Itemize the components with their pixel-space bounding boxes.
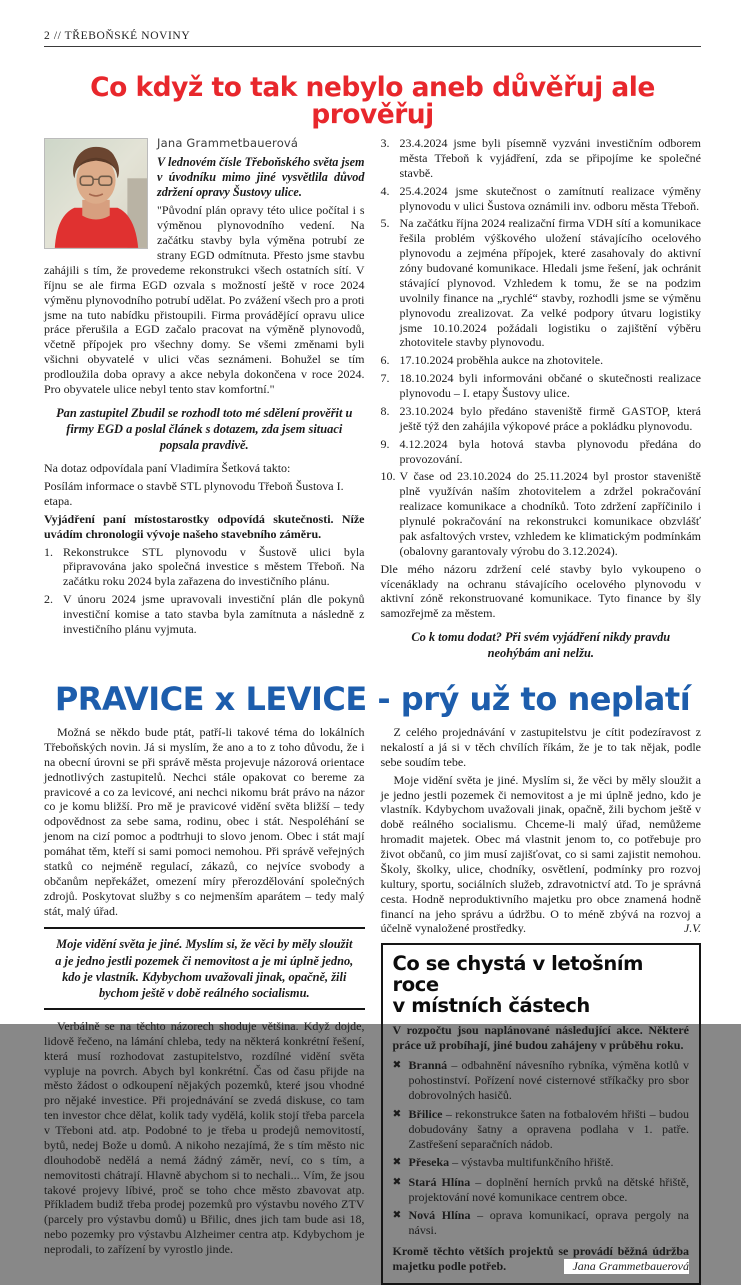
chronology-item-9 bbox=[381, 437, 702, 467]
item-text: 18.10.2024 byli informováni občané o skutečnosti realizace plynovodu – I. etapy Šustovy ulice. bbox=[399, 371, 701, 401]
chronology-item-8 bbox=[381, 404, 702, 434]
x-bullet-icon: ✖ bbox=[392, 1209, 402, 1222]
locality-detail: – oprava komunikací, oprava pergoly na návsi. bbox=[408, 1208, 690, 1238]
chronology-item-10 bbox=[381, 469, 702, 558]
article1-response-line2: Posílám informace o stavbě STL plynovodu Třeboň Šustova I. etapa. bbox=[44, 479, 344, 508]
local-projects-box bbox=[381, 943, 702, 1285]
item-text: V čase od 23.10.2024 do 25.11.2024 byl prostor staveniště plně využíván naším zhotovitelem a zdržel pokračování realizace komunikace a chodníků. Toto zdržení zapříčinilo i plynulé pokračování na rekonstrukci komunikace obzvlášť pak asfaltových vrstev, vzhledem ke klimatickým podmínkám (obalovny garantovaly výrobu do 3.12.2024). bbox=[399, 469, 701, 558]
article1-response-bold: Vyjádření paní místostarostky odpovídá skutečnosti. Níže uvádím chronologii vývoje našeho stavebního záměru. bbox=[44, 511, 365, 541]
article1-headline: Co když to tak nebylo aneb důvěřuj ale prověřuj bbox=[90, 72, 655, 131]
box-title-line1: Co se chystá v letošním roce bbox=[392, 952, 644, 997]
box-item-text bbox=[409, 1107, 690, 1152]
locality-detail: – výstavba multifunkčního hřiště. bbox=[452, 1155, 614, 1170]
locality-name: Branná bbox=[408, 1058, 448, 1073]
box-item-brilice bbox=[393, 1107, 690, 1152]
article2-pullquote: Moje vidění světa je jiné. Myslím si, že věci by měly sloužit a je jedno jestli pozemek či nemovitost a je mi úplně jedno, kdo je vlastník. Kdybychom uvažovali jinak, opačně, žili bychom ještě v době reálného socialismu. bbox=[55, 937, 354, 1000]
item-number: 4. bbox=[380, 183, 390, 198]
item-text: 17.10.2024 proběhla aukce na zhotovitele. bbox=[399, 353, 604, 368]
locality-name: Nová Hlína bbox=[408, 1208, 471, 1223]
item-text: Rekonstrukce STL plynovodu v Šustově ulici byla připravována jako společná investice s městem Třeboň. Na začátku roku 2024 byla zařazena do investičního plánu. bbox=[63, 544, 365, 589]
item-number: 6. bbox=[380, 353, 390, 368]
box-item-text bbox=[409, 1155, 690, 1170]
locality-name: Stará Hlína bbox=[408, 1174, 471, 1189]
item-text: Na začátku října 2024 realizační firma VDH sítí a komunikace řešila problém výškového uložení stávajícího ocelového plynovodu a zejména přípojek, které zasahovaly do aktivní zóny budované komunikace. Hledali jsme řešení, jak ochránit stávající plynovod. Vzhledem k tomu, že se na podzim uvolnily finance na „rychlé“ stavby, rozhodli jsme se výměnu plynovodu zrealizovat. Za velké podpory útvaru logistiky jsme 10.10.2024 požádali logistiku o zajištění výběru zhotovitele stavby plynovodu. bbox=[399, 216, 701, 350]
author-photo bbox=[44, 138, 148, 249]
page-header: 2 // TŘEBOŇSKÉ NOVINY bbox=[44, 30, 701, 47]
item-number: 5. bbox=[380, 216, 390, 231]
box-signature: Jana Grammetbauerová bbox=[564, 1259, 689, 1274]
box-item-text bbox=[409, 1175, 690, 1205]
item-text: V únoru 2024 jsme upravovali investiční plán dle pokynů investiční komise a tato stavba byla zamítnuta a následně z investičního plánu vyjmuta. bbox=[63, 592, 365, 636]
item-text: 23.4.2024 jsme byli písemně vyzváni investičním odborem města Třeboň k vyjádření, zda se připojíme ke společné stavbě. bbox=[399, 136, 701, 180]
chronology-item-2 bbox=[44, 592, 365, 637]
item-text: 4.12.2024 byla hotová stavba plynovodu předána do provozování. bbox=[399, 436, 701, 466]
article1-intro: V lednovém čísle Třeboňského světa jsem v úvodníku mimo jiné vysvětlila důvod zdržení opravy Šustovy ulice. bbox=[157, 155, 365, 200]
article1-response-line1: Na dotaz odpovídala paní Vladimíra Šetková takto: bbox=[44, 461, 291, 476]
item-number: 1. bbox=[44, 544, 53, 559]
article2-headline: PRAVICE x LEVICE - prý už to neplatí bbox=[54, 680, 691, 719]
article1-opening-paragraph: "Původní plán opravy této ulice počítal i s výměnou plynovodního vedení. Na začátku stavby byla výměna potrubí ze strany EGD odmítnuta. Přesto jsme stavbu zahájili s tím, že provedeme rekonstrukci všech ostatních sítí. V říjnu se ale firma EGD ozvala s možností ještě v roce 2024 výměnu plynovodního potrubí udělat. Po zvážení všech pro a proti jsme na tuto nabídku přistoupili. Firma provádějící opravu ulice práce přerušila a EGD začalo pracovat na výměně plynovodů, včetně přípojek pro všechny domy. Se všemi změnami byli všichni obyvatelé v ulici včas seznámeni. Bohužel se tím prodloužila doba opravy a akce nebyla dokončena v roce 2024. Pro obyvatele ulice nebyl tento stav komfortní." bbox=[44, 203, 365, 396]
article2-signature: J.V. bbox=[663, 921, 701, 936]
item-text: 23.10.2024 bylo předáno staveniště firmě GASTOP, která ještě týž den zahájila výkopové práce a pokládku plynovodu. bbox=[399, 403, 701, 433]
box-item-text bbox=[409, 1208, 690, 1238]
article2-pullquote-frame bbox=[44, 927, 365, 1010]
item-number: 8. bbox=[380, 403, 390, 418]
locality-detail: – rekonstrukce šaten na fotbalovém hřišti – budou dobudovány šatny a opravena podlaha v 1. patře. Zastřešení separačních nádob. bbox=[408, 1106, 689, 1151]
locality-detail: – odbahnění návesního rybníka, výměna kotlů v pohostinství. Pořízení nové cisternové stříkačky pro sbor dobrovolných hasičů. bbox=[408, 1058, 690, 1102]
article2-paragraph: Možná se někdo bude ptát, patří-li takové téma do lokálních Třeboňských novin. Já si myslím, že ano a to z toho důvodu, že i na obecní úrovni se při správě města projevuje názorová orientace jednotlivých zastupitelů. Nechci stále opakovat co bereme za pravicové a co za levicové, ani nechci nikomu brát právo na názor co je komu bližší. Pro mě je pravicové vidění světa bližší – tedy odpovědnost za sebe sama, rodinu, obec i stát. Nespoléhání se jenom na cizí pomoc a podtrhuji to slovo jenom. Obec i stát mají pomáhat těm, kteří si sami pomoci nemohou. Při správě veřejných statků co nejméně regulací, zákazů, co nejvíce svobody a občanům nepřekážet, omezení míry přerozdělování společných zdrojů. Poskytovat služby s co nejmenším aparátem – tedy malý stát, malý úřad. bbox=[44, 725, 365, 918]
item-number: 2. bbox=[44, 592, 53, 607]
chronology-item-5 bbox=[381, 216, 702, 350]
chronology-item-4 bbox=[381, 184, 702, 214]
author-byline: Jana Grammetbauerová bbox=[157, 136, 299, 151]
box-item-branna bbox=[393, 1058, 690, 1103]
box-item-stara-hlina bbox=[393, 1175, 690, 1205]
article2-paragraph: Z celého projednávání v zastupitelstvu je cítit podezíravost z nekalostí a já si v těch chvílích říkám, že je to tak nějak, podle sebe soudím tebe. bbox=[380, 725, 701, 769]
chronology-item-6 bbox=[381, 353, 702, 368]
locality-detail: – doplnění herních prvků na dětské hřiště, projektování nové komunikace centrem obce. bbox=[408, 1174, 690, 1204]
article1-closing-quote: Co k tomu dodat? Při svém vyjádření nikdy pravdu neohýbám ani nelžu. bbox=[411, 630, 671, 661]
locality-name: Břilice bbox=[408, 1106, 443, 1121]
article2-paragraph bbox=[381, 773, 702, 937]
x-bullet-icon: ✖ bbox=[392, 1156, 402, 1169]
item-number: 3. bbox=[380, 136, 390, 151]
article1-right-column bbox=[381, 136, 702, 669]
box-intro: V rozpočtu jsou naplánované následující akce. Některé práce už probíhají, jiné budou zahájeny v průběhu roku. bbox=[392, 1023, 689, 1053]
article2-columns bbox=[44, 725, 701, 1285]
article2-paragraph-text: Moje vidění světa je jiné. Myslím si, že věci by měly sloužit a je jedno jestli pozemek či nemovitost a je mi úplně jedno, kdo je vlastník. Kdybychom uvažovali jinak, opačně, žili bychom ještě v době reálného socialismu. Chceme-li malý úřad, nemůžeme hromadit majetek. Obec má vlastnit jenom to, co potřebuje pro život občanů, co jim musí zajišťovat, co si sami zajistit nemohou. Školy, školky, ulice, chodníky, osvětlení, podmínky pro rozvoj kultury, sportu, sociálních služeb, zdravotnictví atd. To je správná cesta. Hodně neproduktivního majetku pro obce znamená hodně financí na jeho správu a údržbu. O to méně zbývá na rozvoj a účelně vynaložené prostředky. bbox=[380, 772, 701, 936]
article1-pullquote: Pan zastupitel Zbudil se rozhodl toto mé sdělení prověřit u firmy EGD a poslal článek s dotazem, zda jsem situaci popsala pravdivě. bbox=[56, 405, 353, 453]
item-text: 25.4.2024 jsme skutečnost o zamítnutí realizace výměny plynovodu v ulici Šustova oznámili inv. odboru města Třeboň. bbox=[399, 183, 701, 213]
article1-closing-paragraph: Dle mého názoru zdržení celé stavby bylo vykoupeno o vícenáklady na ochranu stávajícího ocelového plynovodu v aktivní zóně rekonstruované komunikace. Tyto finance by šly samozřejmě za městem. bbox=[380, 561, 701, 621]
chronology-item-1 bbox=[44, 545, 365, 590]
x-bullet-icon: ✖ bbox=[392, 1059, 402, 1072]
item-number: 7. bbox=[380, 371, 390, 386]
x-bullet-icon: ✖ bbox=[392, 1175, 402, 1188]
article2-left-column bbox=[44, 725, 365, 1285]
x-bullet-icon: ✖ bbox=[392, 1107, 402, 1120]
box-item-nova-hlina bbox=[393, 1208, 690, 1238]
box-closing bbox=[393, 1244, 690, 1274]
box-title bbox=[393, 953, 690, 1016]
article1-columns bbox=[44, 136, 701, 669]
item-number: 10. bbox=[380, 469, 396, 484]
box-item-text bbox=[409, 1058, 690, 1103]
chronology-item-7 bbox=[381, 371, 702, 401]
article2-paragraph: Verbálně se na těchto názorech shoduje většina. Když dojde, lidově řečeno, na lámání chleba, tedy na některá konkrétní řešení, která musí rozhodovat zastupitelstvo, rozdílné vidění světa vypluje na povrch. Abych byl konkrétní. Čas od času přijde na město žádost o odkoupení nějakých pozemků, které jsou vhodné pro nějaké investice. Při projednávání se zvedá diskuse, co tam ten investor chce dělat, kolik tady vydělá, kolik stojí třeba parcela v Třeboni atd. atp. Podobné to je třeba u prodejů nemovitostí, bytů, nedej Bože u domů. A nikoho nezajímá, že s tím město nic dlouhodobě nedělá a nemá žádný záměr, neví, co s tím, a nemovitosti chátrají. Hlavně abychom si to nechali... Vím, že jsou takové projevy líbivé, proč se toho chce město zbavovat atp. Příkladem budiž třeba prodej pozemků pro výstavbu nového ZTV (parcely pro výstavbu domů) u Břilic, dnes jich tam bude asi 18, nebo pozemky pro výstavbu Alzheimer centra atp. Kdybychom je neprodali, to zařízení by vyrostlo jinde. bbox=[44, 1018, 365, 1257]
article1-left-column bbox=[44, 136, 365, 669]
item-number: 9. bbox=[380, 436, 390, 451]
author-photo-image bbox=[44, 138, 148, 249]
box-item-preseka bbox=[393, 1155, 690, 1170]
box-title-line2: v místních částech bbox=[392, 994, 590, 1018]
article2-right-column bbox=[381, 725, 702, 1285]
locality-name: Přeseka bbox=[408, 1155, 450, 1170]
box-closing-text: Kromě těchto větších projektů se provádí běžná údržba majetku podle potřeb. bbox=[392, 1244, 689, 1274]
chronology-item-3 bbox=[381, 136, 702, 181]
